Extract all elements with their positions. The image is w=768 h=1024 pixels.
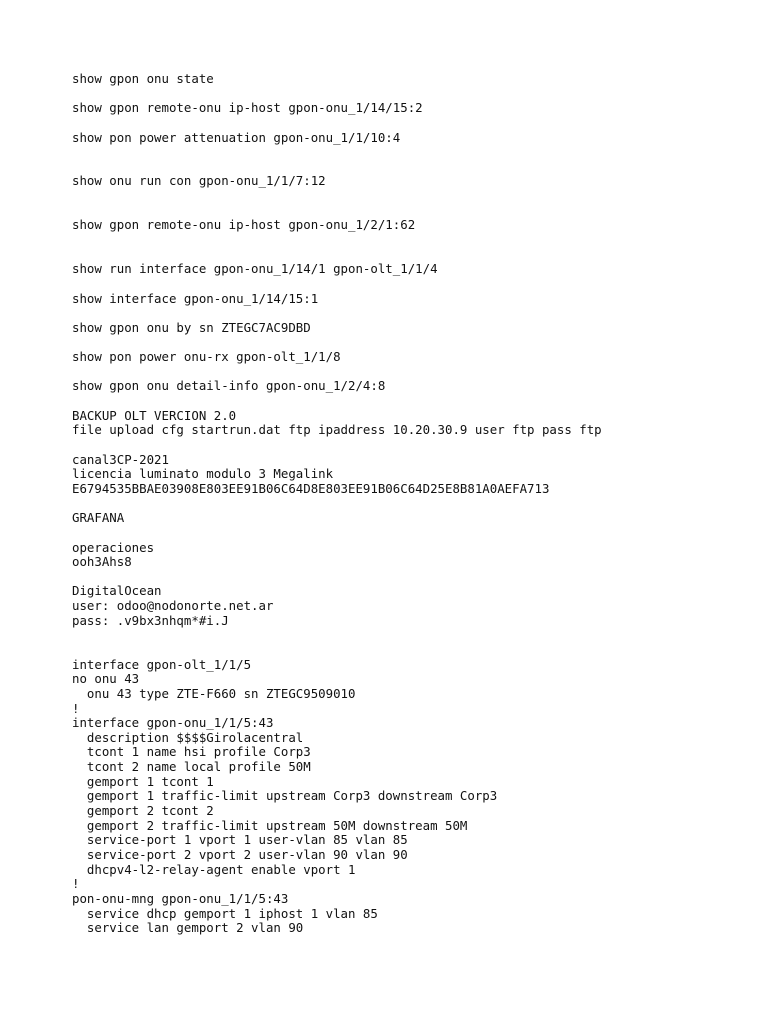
text-line: gemport 2 traffic-limit upstream 50M downstream 50M bbox=[72, 817, 468, 833]
text-line bbox=[72, 87, 602, 102]
text-line: ! bbox=[72, 700, 80, 716]
text-line bbox=[72, 160, 602, 175]
text-line bbox=[72, 394, 602, 409]
text-line: no onu 43 bbox=[72, 671, 140, 687]
text-line: GRAFANA bbox=[72, 510, 125, 526]
text-line bbox=[72, 189, 602, 204]
text-line bbox=[72, 306, 602, 321]
text-line: description $$$$Girolacentral bbox=[72, 729, 304, 745]
text-line: show gpon onu state bbox=[72, 71, 214, 86]
text-line: interface gpon-onu_1/1/5:43 bbox=[72, 715, 274, 731]
text-line: show run interface gpon-onu_1/14/1 gpon-olt_1/1/4 bbox=[72, 261, 438, 277]
text-line: tcont 1 name hsi profile Corp3 bbox=[72, 744, 311, 760]
text-line bbox=[72, 145, 602, 160]
text-line: licencia luminato modulo 3 Megalink bbox=[72, 466, 334, 482]
text-line: file upload cfg startrun.dat ftp ipaddress 10.20.30.9 user ftp pass ftp bbox=[72, 422, 602, 438]
text-line: pass: .v9bx3nhqm*#i.J bbox=[72, 612, 229, 628]
text-line: operaciones bbox=[72, 539, 155, 555]
text-line: show gpon remote-onu ip-host gpon-onu_1/14/15:2 bbox=[72, 100, 423, 116]
text-line bbox=[72, 438, 602, 453]
text-line bbox=[72, 570, 602, 585]
text-line: show pon power onu-rx gpon-olt_1/1/8 bbox=[72, 349, 341, 365]
config-notes-text bbox=[72, 72, 602, 936]
text-line: ! bbox=[72, 876, 80, 892]
text-line: show interface gpon-onu_1/14/15:1 bbox=[72, 290, 319, 306]
text-line bbox=[72, 204, 602, 219]
text-line bbox=[72, 497, 602, 512]
text-line bbox=[72, 277, 602, 292]
text-line: show gpon remote-onu ip-host gpon-onu_1/2/1:62 bbox=[72, 217, 416, 233]
text-line: E6794535BBAE03908E803EE91B06C64D8E803EE91B06C64D25E8B81A0AEFA713 bbox=[72, 480, 550, 496]
text-line bbox=[72, 643, 602, 658]
text-line bbox=[72, 233, 602, 248]
text-line: BACKUP OLT VERCION 2.0 bbox=[72, 407, 237, 423]
text-line: gemport 1 tcont 1 bbox=[72, 773, 214, 789]
text-line: interface gpon-olt_1/1/5 bbox=[72, 656, 252, 672]
text-line bbox=[72, 365, 602, 380]
text-line: show gpon onu detail-info gpon-onu_1/2/4:8 bbox=[72, 378, 386, 394]
text-line: show gpon onu by sn ZTEGC7AC9DBD bbox=[72, 319, 311, 335]
text-line: tcont 2 name local profile 50M bbox=[72, 759, 311, 775]
text-line: show onu run con gpon-onu_1/1/7:12 bbox=[72, 173, 326, 189]
text-line: pon-onu-mng gpon-onu_1/1/5:43 bbox=[72, 890, 289, 906]
text-line: ooh3Ahs8 bbox=[72, 554, 132, 570]
text-line bbox=[72, 336, 602, 351]
text-line: dhcpv4-l2-relay-agent enable vport 1 bbox=[72, 861, 356, 877]
text-line bbox=[72, 116, 602, 131]
text-line: canal3CP-2021 bbox=[72, 451, 169, 467]
text-line: DigitalOcean bbox=[72, 583, 162, 599]
text-line: service lan gemport 2 vlan 90 bbox=[72, 920, 304, 936]
text-line bbox=[72, 526, 602, 541]
text-line: gemport 2 tcont 2 bbox=[72, 803, 214, 819]
text-line: service-port 1 vport 1 user-vlan 85 vlan 85 bbox=[72, 832, 408, 848]
text-line: service-port 2 vport 2 user-vlan 90 vlan 90 bbox=[72, 846, 408, 862]
text-line bbox=[72, 628, 602, 643]
text-line bbox=[72, 248, 602, 263]
text-line: show pon power attenuation gpon-onu_1/1/10:4 bbox=[72, 129, 401, 145]
text-line: onu 43 type ZTE-F660 sn ZTEGC9509010 bbox=[72, 685, 356, 701]
text-line: gemport 1 traffic-limit upstream Corp3 downstream Corp3 bbox=[72, 788, 498, 804]
text-line: service dhcp gemport 1 iphost 1 vlan 85 bbox=[72, 905, 378, 921]
text-line: user: odoo@nodonorte.net.ar bbox=[72, 598, 274, 614]
